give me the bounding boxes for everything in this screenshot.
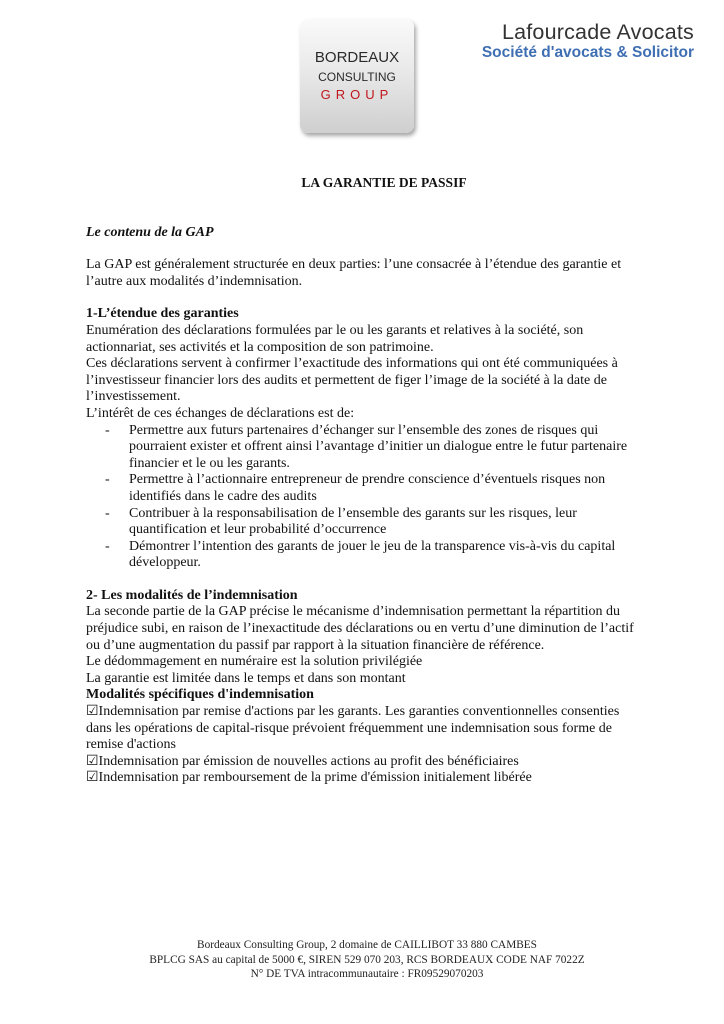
- intro-paragraph: La GAP est généralement structurée en deux parties: l’une consacrée à l’étendue des garantie et l’autre aux modalités d’indemnisation.: [86, 257, 622, 289]
- document-body: [86, 175, 648, 787]
- footer-company-info: BPLCG SAS au capital de 5000 €, SIREN 529 070 203, RCS BORDEAUX CODE NAF 7022Z: [149, 953, 585, 966]
- bullet-item: - Permettre à l’actionnaire entrepreneur de prendre conscience d’éventuels risques non identifiés dans le cadre des audits: [129, 472, 648, 505]
- logo-line-consulting: CONSULTING: [318, 70, 396, 84]
- section1-paragraph-1: Enumération des déclarations formulées par le ou les garants et relatives à la société, son actionnariat, ses activités et la composition de son patrimoine.: [86, 322, 584, 355]
- bullet-item: - Permettre aux futurs partenaires d’échanger sur l’ensemble des zones de risques qui pourraient exister et offrent ainsi l’avantage d’initier un dialogue entre le futur partenaire financier et le ou les garants.: [129, 423, 648, 473]
- bordeaux-consulting-group-logo: [300, 19, 414, 133]
- bullet-item: - Démontrer l’intention des garants de jouer le jeu de la transparence vis-à-vis du capital développeur.: [129, 539, 648, 572]
- checkbox-item: ☑Indemnisation par remboursement de la prime d'émission initialement libérée: [86, 770, 532, 786]
- section1-paragraph-3: L’intérêt de ces échanges de déclarations est de:: [86, 405, 355, 421]
- section1-paragraph-2: Ces déclarations servent à confirmer l’exactitude des informations qui ont été communiquées à l’investisseur financier lors des audits et permettent de figer l’image de la société à la date de l’investissement.: [86, 356, 618, 405]
- bullet-item: - Contribuer à la responsabilisation de l’ensemble des garants sur les risques, leur quantification et leur probabilité d’occurrence: [129, 506, 648, 539]
- lafourcade-name: Lafourcade Avocats: [501, 20, 694, 44]
- section2-paragraph-1: La seconde partie de la GAP précise le mécanisme d’indemnisation permettant la répartition du préjudice subi, en raison de l’inexactitude des déclarations ou en vertu d’une diminution de l’actif ou d’une augmentation du passif par rapport à la situation financière de référence.: [86, 604, 634, 653]
- section2-paragraph-3: La garantie est limitée dans le temps et dans son montant: [86, 670, 406, 686]
- checkbox-item: ☑Indemnisation par remise d'actions par les garants. Les garanties conventionnelles consenties dans les opérations de capital-risque prévoient fréquemment une indemnisation sous forme de remise d'actions: [86, 704, 620, 753]
- section2-subheading: Modalités spécifiques d'indemnisation: [86, 687, 314, 703]
- document-title: LA GARANTIE DE PASSIF: [301, 175, 467, 190]
- checkbox-item: ☑Indemnisation par émission de nouvelles actions au profit des bénéficiaires: [86, 753, 519, 769]
- page-footer: [0, 938, 724, 982]
- lafourcade-avocats-logo: [482, 20, 694, 62]
- section2-paragraph-2: Le dédommagement en numéraire est la solution privilégiée: [86, 654, 423, 670]
- footer-vat: N° DE TVA intracommunautaire : FR09529070203: [250, 968, 484, 981]
- section2-heading: 2- Les modalités de l’indemnisation: [86, 587, 298, 603]
- logo-line-bordeaux: BORDEAUX: [314, 49, 400, 66]
- lafourcade-tagline: Société d'avocats & Solicitor: [481, 44, 694, 61]
- footer-address: Bordeaux Consulting Group, 2 domaine de CAILLIBOT 33 880 CAMBES: [197, 939, 537, 951]
- document-subtitle: Le contenu de la GAP: [86, 224, 214, 240]
- section1-heading: 1-L’étendue des garanties: [86, 306, 239, 322]
- section1-bullet-list: [86, 423, 648, 572]
- logo-line-group: GROUP: [320, 87, 394, 102]
